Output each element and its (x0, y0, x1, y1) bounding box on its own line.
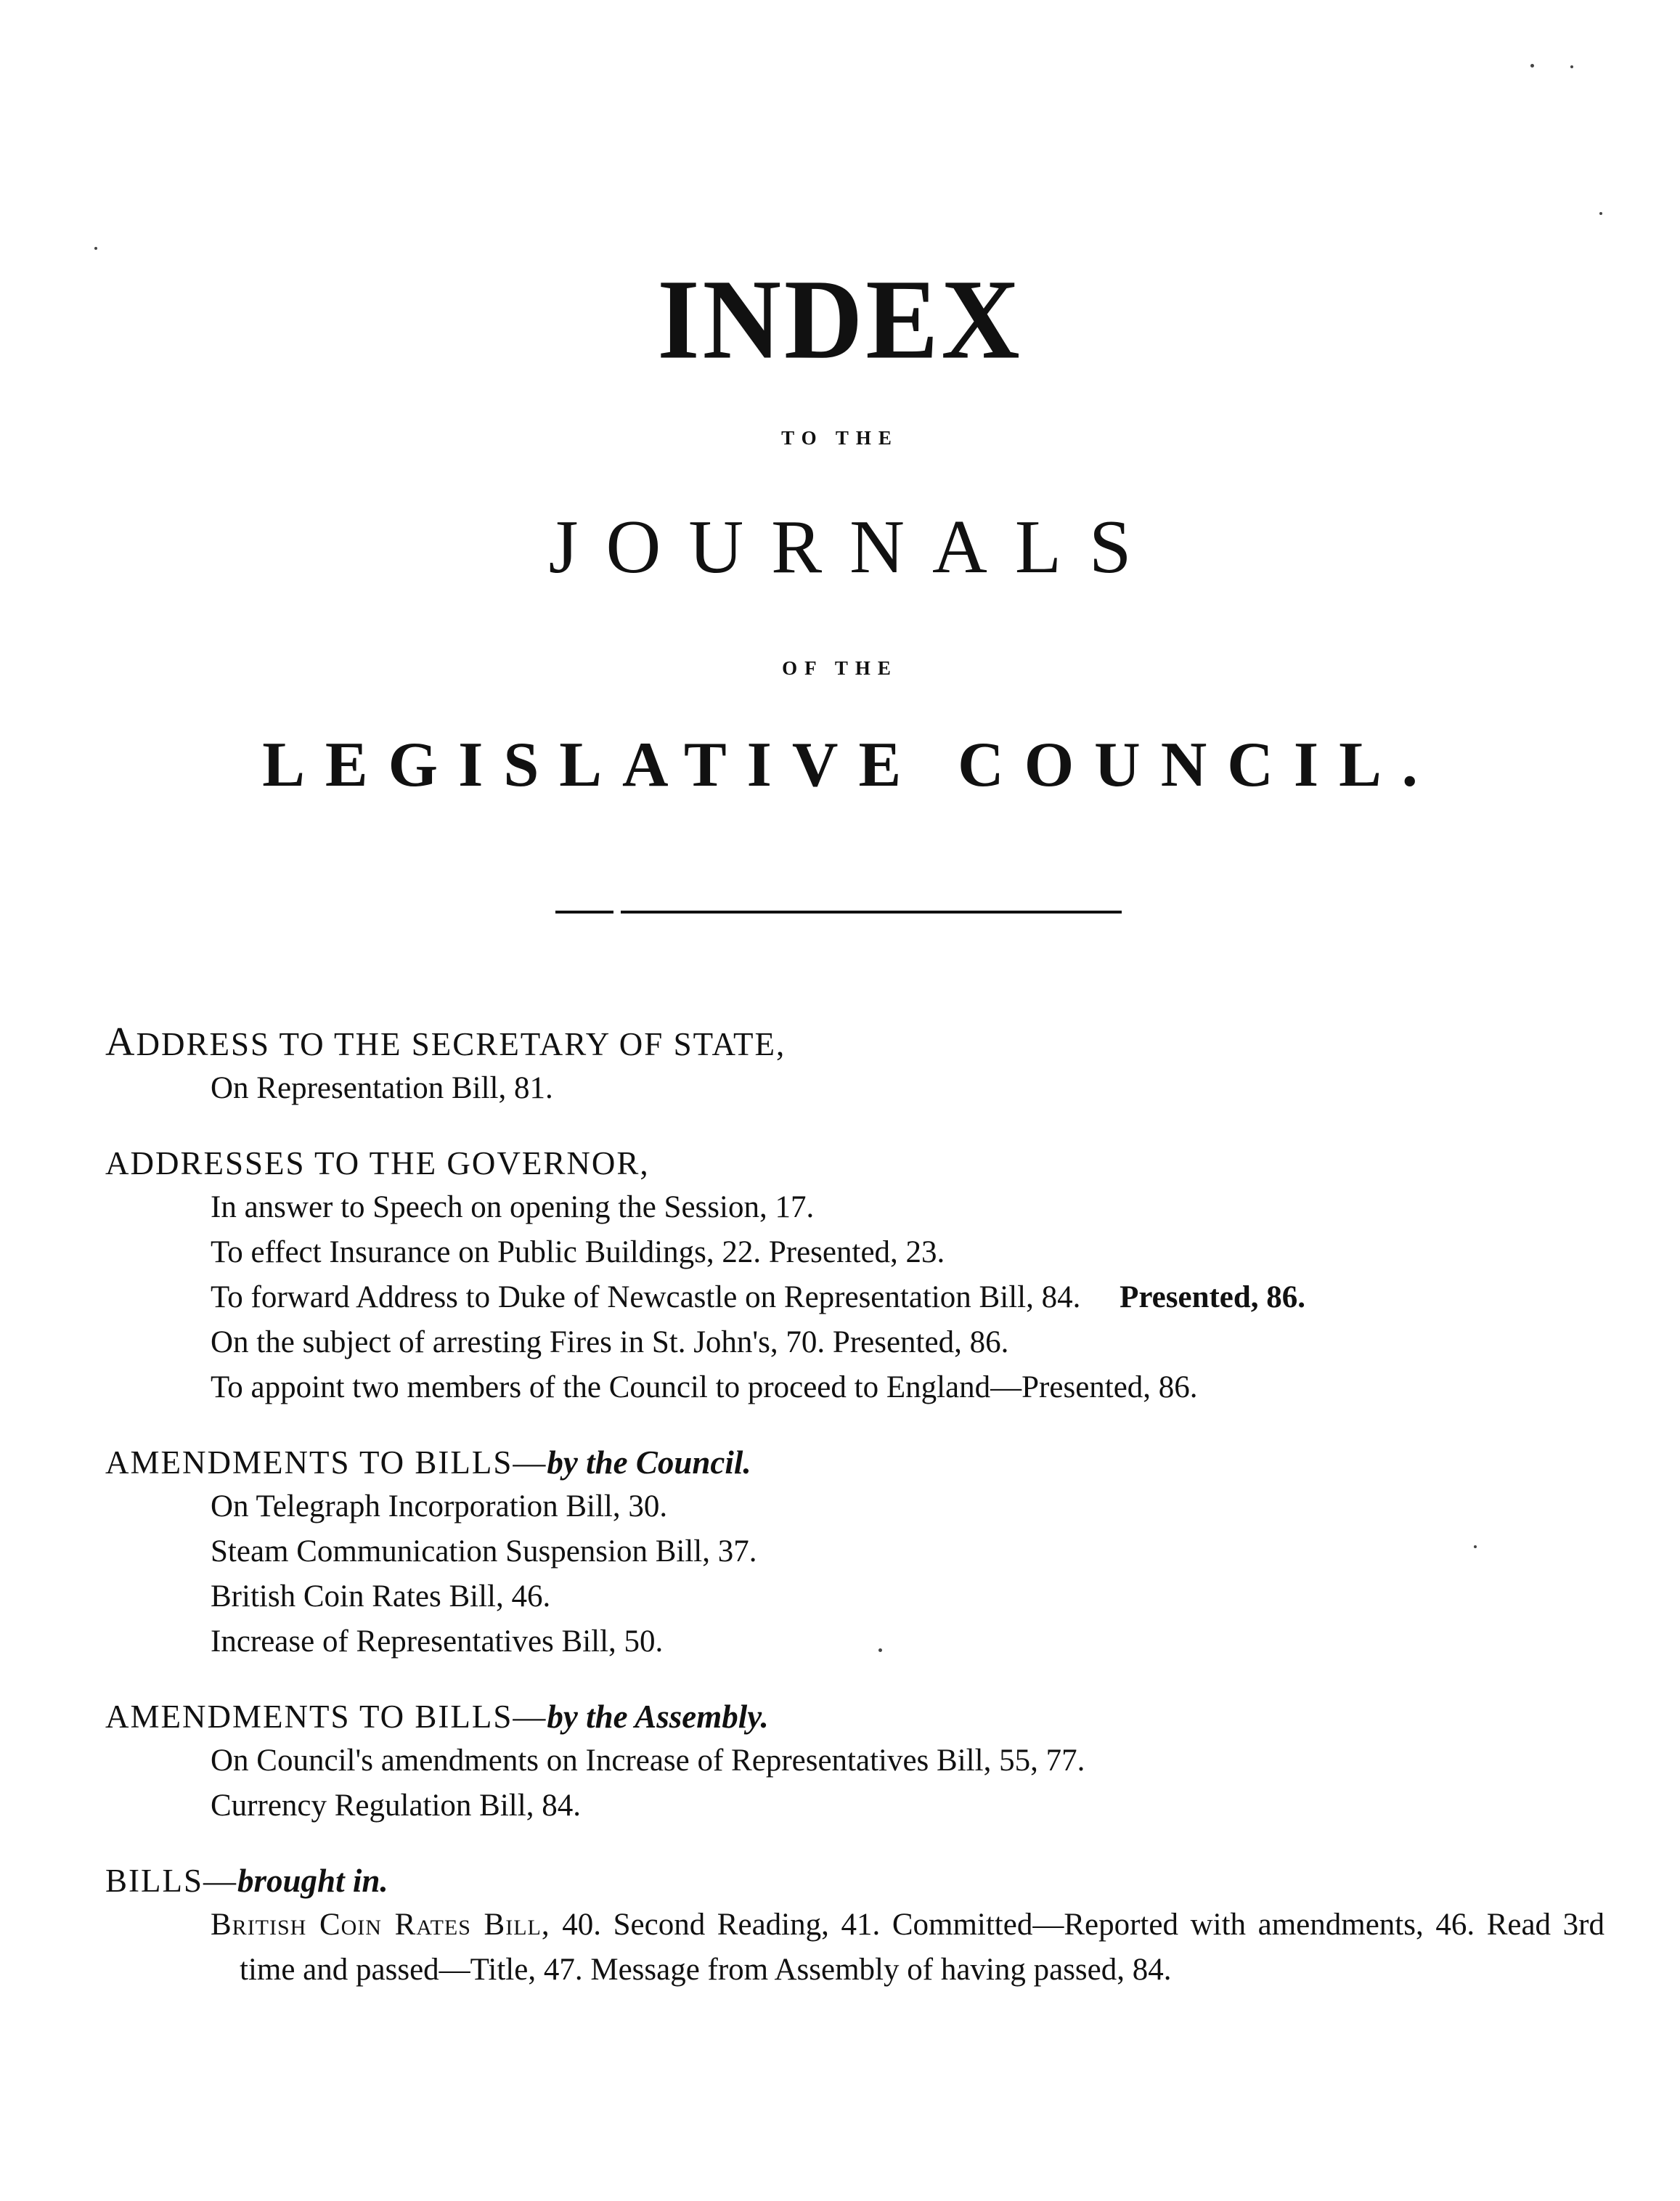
bill-name: British Coin Rates Bill, (211, 1908, 550, 1942)
entry-item: Steam Communication Suspension Bill, 37. (211, 1534, 757, 1569)
entry-item: Currency Regulation Bill, 84. (211, 1789, 581, 1823)
entry-address-secretary (105, 1020, 1601, 1111)
of-the-caption: OF THE (782, 657, 898, 679)
ink-speck (1530, 64, 1534, 68)
heading-text: AMENDMENTS TO BILLS— (105, 1444, 547, 1481)
heading-initial: A (105, 1020, 136, 1065)
entry-heading (105, 1859, 1601, 1903)
bill-history-paragraph (105, 1903, 1604, 1993)
journals-title: JOURNALS (548, 504, 1159, 589)
heading-qualifier: by the Assembly. (547, 1698, 769, 1735)
legislative-council-title: LEGISLATIVE COUNCIL. (262, 730, 1438, 800)
entry-heading: ADDRESSES TO THE GOVERNOR, (105, 1145, 650, 1181)
entry-heading (105, 1441, 1601, 1484)
heading-text: BILLS— (105, 1863, 238, 1899)
entry-item: To appoint two members of the Council to proceed to England—Presented, 86. (211, 1370, 1198, 1404)
divider-rule (555, 911, 1122, 914)
entry-amendments-assembly (105, 1695, 1601, 1828)
entry-bills-brought-in (105, 1859, 1604, 1993)
bill-history-text: 40. Second Reading, 41. Committed—Reported with amendments, 46. Read 3rd time and passed—Title, 47. Message from Assembly of having passed, 84. (240, 1908, 1604, 1987)
entry-heading (105, 1020, 1601, 1066)
entry-item: Increase of Representatives Bill, 50. (211, 1624, 664, 1659)
entry-item: British Coin Rates Bill, 46. (211, 1579, 551, 1614)
to-the-caption: TO THE (781, 427, 899, 449)
entry-item (105, 1275, 1601, 1320)
entry-item: On Telegraph Incorporation Bill, 30. (211, 1489, 668, 1523)
divider-rule-gap (613, 910, 621, 914)
heading-text: DDRESS TO THE SECRETARY OF STATE, (136, 1026, 786, 1062)
heading-qualifier: brought in. (237, 1863, 388, 1899)
index-title: INDEX (657, 256, 1023, 383)
entry-item: On Council's amendments on Increase of Representatives Bill, 55, 77. (211, 1744, 1085, 1778)
entry-item: To effect Insurance on Public Buildings, 22. Presented, 23. (211, 1235, 945, 1269)
ink-speck (1570, 65, 1573, 68)
entry-item: In answer to Speech on opening the Session, 17. (211, 1190, 815, 1224)
heading-qualifier: by the Council. (547, 1444, 751, 1481)
index-entries (105, 1020, 1604, 2023)
entry-item-presented: Presented, 86. (1120, 1280, 1306, 1314)
entry-addresses-governor (105, 1142, 1601, 1410)
ink-speck (1599, 212, 1602, 215)
entry-heading (105, 1695, 1601, 1738)
entry-amendments-council (105, 1441, 1601, 1664)
heading-text: AMENDMENTS TO BILLS— (105, 1698, 547, 1735)
entry-item: On the subject of arresting Fires in St. John's, 70. Presented, 86. (211, 1325, 1009, 1359)
entry-item-text: To forward Address to Duke of Newcastle on Representation Bill, 84. (211, 1280, 1081, 1314)
ink-speck (94, 247, 97, 250)
entry-item: On Representation Bill, 81. (211, 1071, 553, 1105)
